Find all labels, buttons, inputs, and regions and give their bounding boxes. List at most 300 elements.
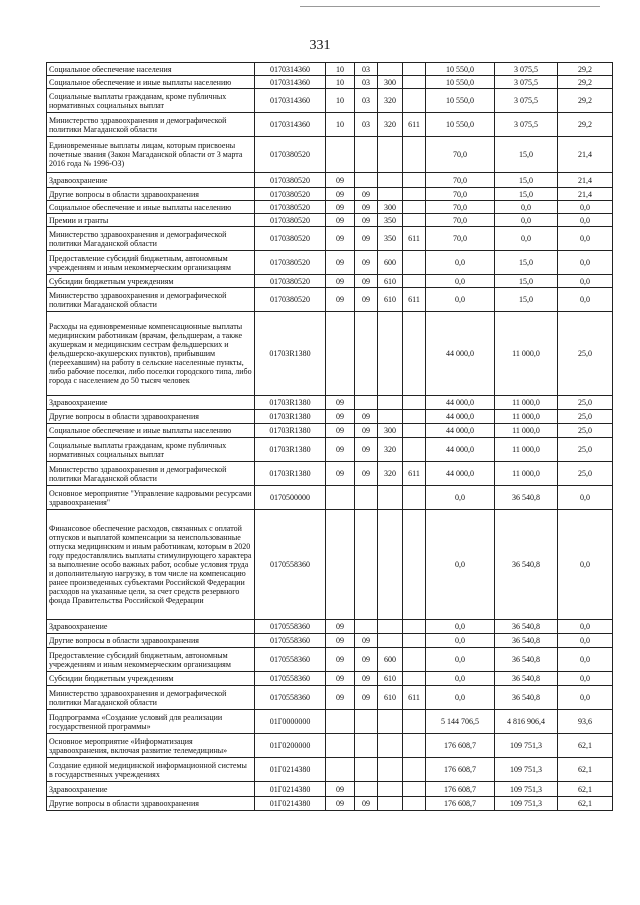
row-expense-type: 300 — [378, 201, 403, 214]
table-row — [47, 438, 613, 462]
row-subsection — [355, 173, 378, 188]
row-section: 09 — [326, 620, 355, 634]
row-subsection: 09 — [355, 410, 378, 424]
table-row — [47, 173, 613, 188]
row-section: 09 — [326, 201, 355, 214]
row-name: Предоставление субсидий бюджетным, автономным учреждениям и иным некоммерческим организациям — [47, 251, 255, 275]
row-admin-code — [403, 410, 426, 424]
row-target-code: 01703R1380 — [255, 396, 326, 410]
row-plan: 5 144 706,5 — [426, 710, 495, 734]
row-percent: 0,0 — [558, 510, 613, 620]
row-name: Министерство здравоохранения и демографической политики Магаданской области — [47, 113, 255, 137]
row-expense-type: 610 — [378, 288, 403, 312]
row-fact: 15,0 — [495, 288, 558, 312]
row-percent: 25,0 — [558, 438, 613, 462]
row-section: 09 — [326, 410, 355, 424]
row-target-code: 0170500000 — [255, 486, 326, 510]
row-plan: 44 000,0 — [426, 410, 495, 424]
row-target-code: 0170380520 — [255, 227, 326, 251]
row-expense-type — [378, 510, 403, 620]
table-row — [47, 312, 613, 396]
row-plan: 0,0 — [426, 620, 495, 634]
row-target-code: 0170380520 — [255, 201, 326, 214]
row-admin-code — [403, 620, 426, 634]
row-admin-code — [403, 634, 426, 648]
row-expense-type — [378, 63, 403, 76]
row-fact: 0,0 — [495, 214, 558, 227]
row-target-code: 0170558360 — [255, 510, 326, 620]
row-fact: 109 751,3 — [495, 797, 558, 811]
row-expense-type: 320 — [378, 438, 403, 462]
row-name: Социальные выплаты гражданам, кроме публичных нормативных социальных выплат — [47, 89, 255, 113]
table-row — [47, 201, 613, 214]
row-expense-type — [378, 634, 403, 648]
row-name: Социальные выплаты гражданам, кроме публичных нормативных социальных выплат — [47, 438, 255, 462]
row-fact: 3 075,5 — [495, 76, 558, 89]
row-admin-code — [403, 758, 426, 782]
row-fact: 11 000,0 — [495, 396, 558, 410]
row-name: Премии и гранты — [47, 214, 255, 227]
row-percent: 25,0 — [558, 312, 613, 396]
row-name: Социальное обеспечение и иные выплаты населению — [47, 76, 255, 89]
row-target-code: 01703R1380 — [255, 410, 326, 424]
row-plan: 10 550,0 — [426, 76, 495, 89]
row-section: 09 — [326, 424, 355, 438]
row-section — [326, 710, 355, 734]
row-expense-type — [378, 410, 403, 424]
row-admin-code — [403, 797, 426, 811]
row-subsection: 09 — [355, 251, 378, 275]
row-expense-type: 600 — [378, 648, 403, 672]
row-section: 09 — [326, 438, 355, 462]
row-admin-code — [403, 734, 426, 758]
row-percent: 25,0 — [558, 410, 613, 424]
row-admin-code — [403, 438, 426, 462]
row-plan: 0,0 — [426, 510, 495, 620]
row-plan: 0,0 — [426, 486, 495, 510]
row-plan: 176 608,7 — [426, 734, 495, 758]
row-fact: 11 000,0 — [495, 462, 558, 486]
row-section: 09 — [326, 797, 355, 811]
row-name: Основное мероприятие "Управление кадровыми ресурсами здравоохранения" — [47, 486, 255, 510]
row-percent: 0,0 — [558, 634, 613, 648]
table-row — [47, 424, 613, 438]
row-percent: 25,0 — [558, 424, 613, 438]
row-admin-code: 611 — [403, 288, 426, 312]
row-admin-code — [403, 510, 426, 620]
row-section — [326, 758, 355, 782]
row-admin-code: 611 — [403, 113, 426, 137]
row-target-code: 01Г0214380 — [255, 782, 326, 797]
row-subsection: 09 — [355, 438, 378, 462]
table-row — [47, 620, 613, 634]
row-target-code: 01Г0200000 — [255, 734, 326, 758]
row-percent: 62,1 — [558, 758, 613, 782]
table-row — [47, 396, 613, 410]
row-subsection — [355, 396, 378, 410]
row-plan: 70,0 — [426, 227, 495, 251]
row-admin-code — [403, 173, 426, 188]
row-section: 10 — [326, 63, 355, 76]
row-subsection: 03 — [355, 63, 378, 76]
row-expense-type: 320 — [378, 89, 403, 113]
table-row — [47, 758, 613, 782]
row-fact: 3 075,5 — [495, 89, 558, 113]
row-percent: 0,0 — [558, 275, 613, 288]
table-row — [47, 486, 613, 510]
row-fact: 3 075,5 — [495, 63, 558, 76]
row-name: Здравоохранение — [47, 782, 255, 797]
row-plan: 44 000,0 — [426, 312, 495, 396]
table-row — [47, 89, 613, 113]
row-target-code: 01703R1380 — [255, 312, 326, 396]
row-section — [326, 510, 355, 620]
row-target-code: 0170314360 — [255, 113, 326, 137]
row-target-code: 0170314360 — [255, 89, 326, 113]
row-admin-code — [403, 312, 426, 396]
row-expense-type: 300 — [378, 424, 403, 438]
row-plan: 70,0 — [426, 201, 495, 214]
row-expense-type: 350 — [378, 214, 403, 227]
top-rule — [300, 6, 600, 7]
row-section: 09 — [326, 173, 355, 188]
row-target-code: 01703R1380 — [255, 438, 326, 462]
row-section: 09 — [326, 214, 355, 227]
row-fact: 15,0 — [495, 173, 558, 188]
row-name: Социальное обеспечение и иные выплаты населению — [47, 424, 255, 438]
row-admin-code — [403, 63, 426, 76]
row-name: Здравоохранение — [47, 396, 255, 410]
row-name: Министерство здравоохранения и демографической политики Магаданской области — [47, 288, 255, 312]
row-expense-type: 600 — [378, 251, 403, 275]
row-plan: 70,0 — [426, 173, 495, 188]
row-admin-code — [403, 214, 426, 227]
row-admin-code — [403, 251, 426, 275]
row-admin-code — [403, 201, 426, 214]
row-name: Единовременные выплаты лицам, которым присвоены почетные звания (Закон Магаданской области от 3 марта 2016 года № 1996-ОЗ) — [47, 137, 255, 173]
row-expense-type — [378, 758, 403, 782]
row-subsection: 09 — [355, 288, 378, 312]
row-target-code: 0170380520 — [255, 173, 326, 188]
row-fact: 4 816 906,4 — [495, 710, 558, 734]
row-target-code: 0170380520 — [255, 137, 326, 173]
row-subsection: 09 — [355, 201, 378, 214]
row-name: Здравоохранение — [47, 173, 255, 188]
row-fact: 109 751,3 — [495, 734, 558, 758]
row-plan: 0,0 — [426, 634, 495, 648]
row-name: Министерство здравоохранения и демографической политики Магаданской области — [47, 686, 255, 710]
row-subsection: 03 — [355, 89, 378, 113]
row-name: Финансовое обеспечение расходов, связанных с оплатой отпусков и выплатой компенсации за неиспользованные отпуска медицинским и иным работникам, которым в 2020 году предоставлялись выплаты стимулирующего характера за выполнение особо важных работ, особые условия труда и дополнительную нагрузку, в том числе на компенсацию ранее произведенных субъектами Российской Федерации расходов на указанные цели, за счет средств резервного фонда Правительства Российской Федерации — [47, 510, 255, 620]
row-admin-code — [403, 486, 426, 510]
row-percent: 62,1 — [558, 782, 613, 797]
row-section: 09 — [326, 686, 355, 710]
row-percent: 0,0 — [558, 288, 613, 312]
row-section: 10 — [326, 113, 355, 137]
row-admin-code: 611 — [403, 686, 426, 710]
row-subsection: 09 — [355, 188, 378, 201]
row-section — [326, 486, 355, 510]
table-row — [47, 686, 613, 710]
row-admin-code — [403, 188, 426, 201]
table-row — [47, 214, 613, 227]
row-fact: 15,0 — [495, 275, 558, 288]
table-row — [47, 710, 613, 734]
row-percent: 62,1 — [558, 734, 613, 758]
row-name: Другие вопросы в области здравоохранения — [47, 797, 255, 811]
row-expense-type: 610 — [378, 672, 403, 686]
row-section — [326, 734, 355, 758]
row-name: Подпрограмма «Создание условий для реализации государственной программы» — [47, 710, 255, 734]
row-admin-code — [403, 648, 426, 672]
table-row — [47, 137, 613, 173]
row-plan: 0,0 — [426, 288, 495, 312]
row-name: Другие вопросы в области здравоохранения — [47, 410, 255, 424]
row-plan: 176 608,7 — [426, 782, 495, 797]
row-admin-code — [403, 89, 426, 113]
row-subsection: 09 — [355, 672, 378, 686]
row-percent: 25,0 — [558, 396, 613, 410]
row-expense-type — [378, 396, 403, 410]
row-target-code: 0170380520 — [255, 188, 326, 201]
row-percent: 21,4 — [558, 137, 613, 173]
row-plan: 44 000,0 — [426, 462, 495, 486]
row-target-code: 0170380520 — [255, 251, 326, 275]
row-fact: 36 540,8 — [495, 672, 558, 686]
row-percent: 21,4 — [558, 188, 613, 201]
row-name: Создание единой медицинской информационной системы в государственных учреждениях — [47, 758, 255, 782]
row-fact: 109 751,3 — [495, 782, 558, 797]
row-fact: 36 540,8 — [495, 620, 558, 634]
table-row — [47, 672, 613, 686]
row-name: Министерство здравоохранения и демографической политики Магаданской области — [47, 227, 255, 251]
table-row — [47, 648, 613, 672]
table-row — [47, 797, 613, 811]
table-row — [47, 410, 613, 424]
row-expense-type — [378, 734, 403, 758]
row-subsection: 09 — [355, 214, 378, 227]
row-plan: 10 550,0 — [426, 89, 495, 113]
row-admin-code — [403, 396, 426, 410]
row-subsection: 09 — [355, 462, 378, 486]
row-name: Предоставление субсидий бюджетным, автономным учреждениям и иным некоммерческим организациям — [47, 648, 255, 672]
row-percent: 29,2 — [558, 63, 613, 76]
row-percent: 29,2 — [558, 89, 613, 113]
row-target-code: 0170380520 — [255, 214, 326, 227]
row-name: Социальное обеспечение и иные выплаты населению — [47, 201, 255, 214]
row-percent: 29,2 — [558, 113, 613, 137]
table-row — [47, 510, 613, 620]
row-plan: 10 550,0 — [426, 63, 495, 76]
row-section: 09 — [326, 288, 355, 312]
row-subsection — [355, 486, 378, 510]
row-target-code: 01Г0000000 — [255, 710, 326, 734]
row-subsection — [355, 734, 378, 758]
row-percent: 0,0 — [558, 227, 613, 251]
row-target-code: 01703R1380 — [255, 462, 326, 486]
row-fact: 36 540,8 — [495, 648, 558, 672]
row-fact: 36 540,8 — [495, 686, 558, 710]
row-percent: 0,0 — [558, 620, 613, 634]
row-subsection: 09 — [355, 424, 378, 438]
row-target-code: 01Г0214380 — [255, 758, 326, 782]
row-subsection — [355, 137, 378, 173]
row-expense-type: 320 — [378, 113, 403, 137]
row-percent: 0,0 — [558, 672, 613, 686]
row-fact: 0,0 — [495, 227, 558, 251]
row-admin-code — [403, 782, 426, 797]
row-subsection: 09 — [355, 686, 378, 710]
row-admin-code — [403, 137, 426, 173]
row-fact: 11 000,0 — [495, 410, 558, 424]
row-fact: 15,0 — [495, 188, 558, 201]
row-fact: 36 540,8 — [495, 510, 558, 620]
row-plan: 176 608,7 — [426, 758, 495, 782]
row-plan: 44 000,0 — [426, 424, 495, 438]
row-plan: 70,0 — [426, 214, 495, 227]
row-section: 09 — [326, 275, 355, 288]
row-target-code: 01Г0214380 — [255, 797, 326, 811]
row-target-code: 0170558360 — [255, 686, 326, 710]
row-section: 09 — [326, 227, 355, 251]
row-subsection: 03 — [355, 76, 378, 89]
row-percent: 93,6 — [558, 710, 613, 734]
row-plan: 10 550,0 — [426, 113, 495, 137]
row-percent: 29,2 — [558, 76, 613, 89]
row-subsection: 03 — [355, 113, 378, 137]
row-section — [326, 312, 355, 396]
row-target-code: 0170380520 — [255, 275, 326, 288]
row-target-code: 0170558360 — [255, 634, 326, 648]
row-section: 10 — [326, 89, 355, 113]
row-target-code: 0170558360 — [255, 620, 326, 634]
row-subsection — [355, 710, 378, 734]
row-admin-code — [403, 424, 426, 438]
table-row — [47, 734, 613, 758]
row-fact: 109 751,3 — [495, 758, 558, 782]
row-expense-type — [378, 312, 403, 396]
table-row — [47, 288, 613, 312]
row-section: 09 — [326, 462, 355, 486]
page-number: 331 — [309, 38, 331, 53]
row-expense-type: 300 — [378, 76, 403, 89]
row-plan: 0,0 — [426, 672, 495, 686]
row-expense-type — [378, 188, 403, 201]
row-percent: 25,0 — [558, 462, 613, 486]
row-section: 09 — [326, 251, 355, 275]
row-section: 10 — [326, 76, 355, 89]
row-section: 09 — [326, 782, 355, 797]
row-admin-code — [403, 710, 426, 734]
row-target-code: 0170558360 — [255, 672, 326, 686]
row-target-code: 0170314360 — [255, 63, 326, 76]
row-target-code: 0170380520 — [255, 288, 326, 312]
row-target-code: 0170314360 — [255, 76, 326, 89]
table-row — [47, 113, 613, 137]
row-admin-code — [403, 76, 426, 89]
row-percent: 0,0 — [558, 201, 613, 214]
row-percent: 0,0 — [558, 648, 613, 672]
budget-table — [46, 62, 613, 811]
row-expense-type — [378, 710, 403, 734]
row-subsection — [355, 758, 378, 782]
row-plan: 0,0 — [426, 686, 495, 710]
row-expense-type — [378, 620, 403, 634]
row-name: Основное мероприятие «Информатизация здравоохранения, включая развитие телемедицины» — [47, 734, 255, 758]
table-row — [47, 275, 613, 288]
row-name: Расходы на единовременные компенсационные выплаты медицинским работникам (врачам, фельдшерам, а также акушеркам и медицинским сестрам фельдшерских и фельдшерско-акушерских пунктов), прибывшим (переехавшим) на работу в сельские населенные пункты, либо рабочие поселки, либо поселки городского типа, либо города с населением до 50 тысяч человек — [47, 312, 255, 396]
row-fact: 15,0 — [495, 251, 558, 275]
row-section: 09 — [326, 672, 355, 686]
row-subsection: 09 — [355, 227, 378, 251]
row-subsection — [355, 510, 378, 620]
table-row — [47, 462, 613, 486]
row-percent: 62,1 — [558, 797, 613, 811]
row-percent: 0,0 — [558, 251, 613, 275]
row-subsection — [355, 620, 378, 634]
row-plan: 0,0 — [426, 251, 495, 275]
table-row — [47, 251, 613, 275]
row-fact: 3 075,5 — [495, 113, 558, 137]
row-expense-type — [378, 486, 403, 510]
row-admin-code — [403, 275, 426, 288]
row-section: 09 — [326, 188, 355, 201]
row-fact: 0,0 — [495, 201, 558, 214]
row-percent: 21,4 — [558, 173, 613, 188]
row-subsection — [355, 782, 378, 797]
row-subsection: 09 — [355, 275, 378, 288]
row-subsection — [355, 312, 378, 396]
table-row — [47, 634, 613, 648]
row-admin-code: 611 — [403, 227, 426, 251]
row-percent: 0,0 — [558, 214, 613, 227]
row-fact: 15,0 — [495, 137, 558, 173]
row-expense-type: 610 — [378, 275, 403, 288]
row-target-code: 01703R1380 — [255, 424, 326, 438]
row-name: Министерство здравоохранения и демографической политики Магаданской области — [47, 462, 255, 486]
row-plan: 0,0 — [426, 648, 495, 672]
row-subsection: 09 — [355, 797, 378, 811]
row-section: 09 — [326, 396, 355, 410]
row-fact: 36 540,8 — [495, 634, 558, 648]
row-subsection: 09 — [355, 648, 378, 672]
row-admin-code: 611 — [403, 462, 426, 486]
table-row — [47, 782, 613, 797]
row-name: Субсидии бюджетным учреждениям — [47, 275, 255, 288]
row-section: 09 — [326, 634, 355, 648]
row-fact: 11 000,0 — [495, 424, 558, 438]
table-row — [47, 188, 613, 201]
row-expense-type — [378, 137, 403, 173]
row-expense-type: 320 — [378, 462, 403, 486]
row-plan: 70,0 — [426, 137, 495, 173]
row-subsection: 09 — [355, 634, 378, 648]
row-name: Социальное обеспечение населения — [47, 63, 255, 76]
row-percent: 0,0 — [558, 686, 613, 710]
row-fact: 36 540,8 — [495, 486, 558, 510]
row-name: Здравоохранение — [47, 620, 255, 634]
row-plan: 44 000,0 — [426, 438, 495, 462]
row-name: Субсидии бюджетным учреждениям — [47, 672, 255, 686]
row-fact: 11 000,0 — [495, 312, 558, 396]
row-fact: 11 000,0 — [495, 438, 558, 462]
row-expense-type: 610 — [378, 686, 403, 710]
row-plan: 176 608,7 — [426, 797, 495, 811]
row-plan: 44 000,0 — [426, 396, 495, 410]
row-expense-type: 350 — [378, 227, 403, 251]
row-target-code: 0170558360 — [255, 648, 326, 672]
row-expense-type — [378, 797, 403, 811]
